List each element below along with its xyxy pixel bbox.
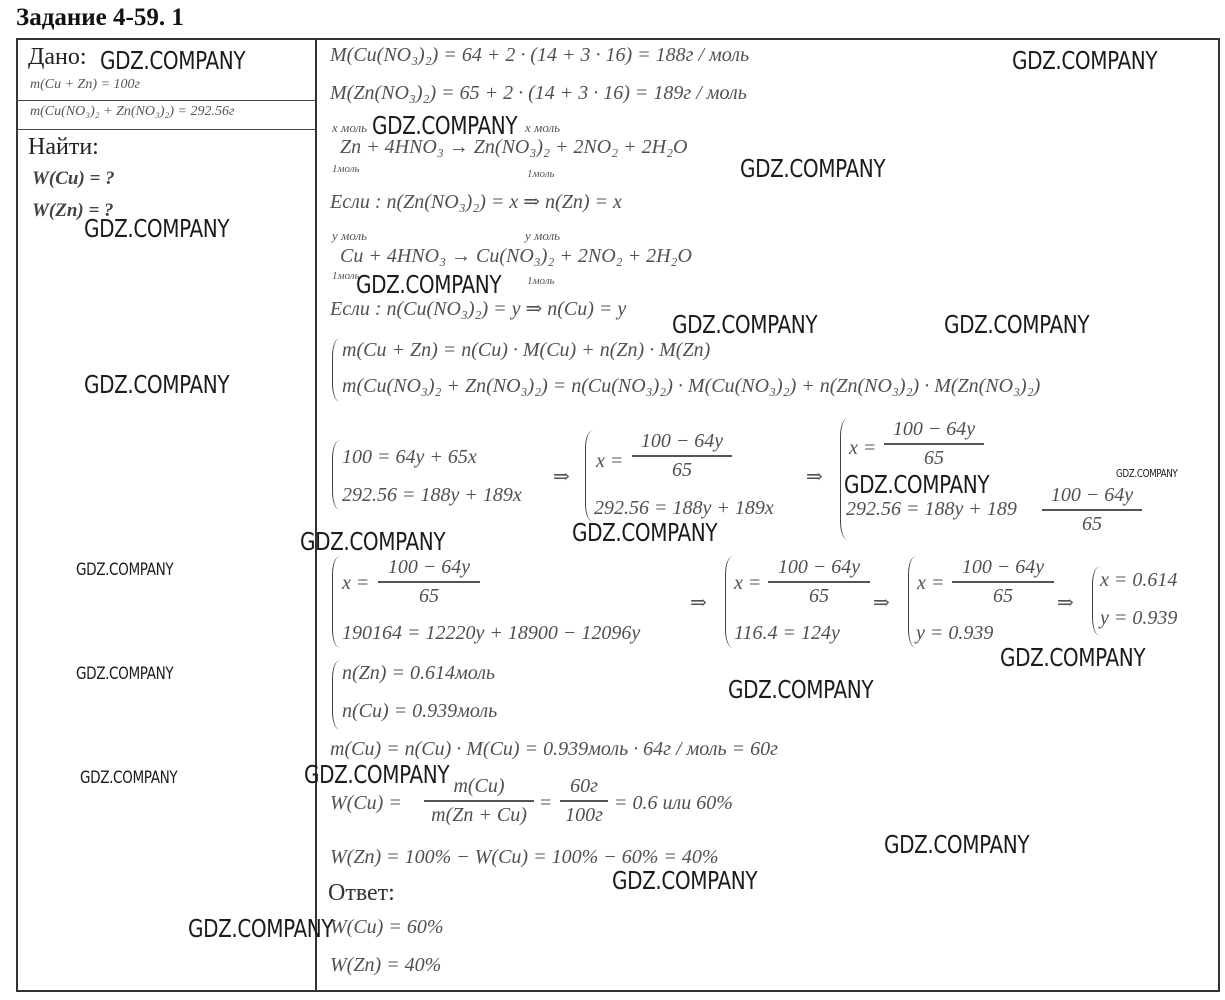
system2-eq1: 100 = 64y + 65x [342, 446, 477, 468]
system3-fraction [632, 430, 732, 482]
if-zn: Если : n(Zn(NO₃)₂) = x ⇒ n(Zn) = x [330, 191, 622, 213]
system5-x-eq: x = [342, 572, 370, 594]
watermark: GDZ.COMPANY [80, 768, 178, 788]
given-mass-mixture: m(Cu + Zn) = 100г [30, 77, 140, 92]
system3-fraction-denominator: 65 [672, 458, 692, 481]
system7-fraction: 100 − 64y 65 [952, 556, 1054, 608]
system2-eq2: 292.56 = 188y + 189x [342, 484, 522, 506]
moles-zn: n(Zn) = 0.614моль [342, 662, 496, 684]
watermark: GDZ.COMPANY [1000, 643, 1146, 672]
watermark: GDZ.COMPANY [612, 866, 758, 895]
system5-fraction: 100 − 64y 65 [378, 556, 480, 608]
system8-y: y = 0.939 [1100, 607, 1178, 629]
given-mass-nitrates: m(Cu(NO₃)₂ + Zn(NO₃)₂) = 292.56г [30, 104, 235, 119]
system6-x-eq: x = [734, 572, 762, 594]
system2-brace [332, 440, 341, 510]
column-divider [315, 38, 317, 992]
watermark: GDZ.COMPANY [572, 518, 718, 547]
w-cu-eq: = [540, 792, 552, 814]
reaction2-top-left: y моль [332, 228, 368, 243]
watermark: GDZ.COMPANY [740, 154, 886, 183]
system4-x-eq: x = [849, 437, 877, 459]
system3-brace [585, 430, 594, 522]
moles-cu: n(Cu) = 0.939моль [342, 700, 498, 722]
w-cu-label: W(Cu) = [330, 792, 402, 814]
system4-eq2: 292.56 = 188y + 189 [846, 498, 1017, 520]
implies-arrow-2: ⇒ [806, 466, 823, 488]
if-cu: Если : n(Cu(NO₃)₂) = y ⇒ n(Cu) = y [330, 298, 627, 320]
reaction1-top-left: x моль [332, 120, 368, 135]
w-cu-fraction-2: 60г 100г [560, 775, 608, 827]
reaction2-top-right: y моль [525, 228, 561, 243]
molar-mass-zn-nitrate: M(Zn(NO₃)₂) = 65 + 2 · (14 + 3 · 16) = 189г / моль [330, 82, 747, 104]
watermark: GDZ.COMPANY [1012, 46, 1158, 75]
implies-arrow-4: ⇒ [873, 592, 890, 614]
system4-fraction-top: 100 − 64y 65 [884, 418, 984, 470]
find-w-zn: W(Zn) = ? [32, 200, 114, 221]
find-w-cu: W(Cu) = ? [32, 168, 115, 189]
system6-eq2: 116.4 = 124y [734, 622, 840, 644]
mass-cu: m(Cu) = n(Cu) · M(Cu) = 0.939моль · 64г / моль = 60г [330, 738, 778, 760]
system5-eq2: 190164 = 12220y + 18900 − 12096y [342, 622, 641, 644]
system8-x: x = 0.614 [1100, 569, 1178, 591]
answer-w-cu: W(Cu) = 60% [330, 916, 444, 938]
answer-label: Ответ: [328, 880, 395, 906]
find-divider [16, 129, 316, 130]
watermark: GDZ.COMPANY [84, 214, 230, 243]
watermark: GDZ.COMPANY [300, 527, 446, 556]
reaction2-bottom-left: 1моль [332, 270, 360, 282]
implies-arrow-1: ⇒ [553, 466, 570, 488]
w-cu-result: = 0.6 или 60% [614, 792, 733, 814]
w-zn-calc: W(Zn) = 100% − W(Cu) = 100% − 60% = 40% [330, 846, 719, 868]
reaction-cu: Cu + 4HNO₃ → Cu(NO₃)₂ + 2NO₂ + 2H₂O [340, 245, 692, 267]
system3-eq2: 292.56 = 188y + 189x [594, 497, 774, 519]
watermark: GDZ.COMPANY [84, 370, 230, 399]
given-divider [16, 100, 316, 101]
watermark: GDZ.COMPANY [76, 560, 174, 580]
system3-x-eq: x = [596, 450, 624, 472]
implies-arrow-3: ⇒ [690, 592, 707, 614]
answer-w-zn: W(Zn) = 40% [330, 954, 442, 976]
watermark: GDZ.COMPANY [356, 270, 502, 299]
watermark: GDZ.COMPANY [76, 664, 174, 684]
system6-fraction: 100 − 64y 65 [768, 556, 870, 608]
reaction2-bottom-right: 1моль [527, 275, 555, 287]
system6-brace [725, 556, 734, 648]
watermark: GDZ.COMPANY [884, 830, 1030, 859]
w-cu-fraction-1: m(Cu) m(Zn + Cu) [424, 775, 534, 827]
system1-eq2: m(Cu(NO₃)₂ + Zn(NO₃)₂) = n(Cu(NO₃)₂) · M(Cu(NO₃)₂) + n(Zn(NO₃)₂) · M(Zn(NO₃)₂) [342, 375, 1041, 397]
moles-brace [332, 660, 341, 730]
watermark: GDZ.COMPANY [188, 914, 334, 943]
watermark: GDZ.COMPANY [672, 310, 818, 339]
given-label: Дано: [28, 44, 87, 70]
watermark: GDZ.COMPANY [844, 470, 990, 499]
watermark: GDZ.COMPANY [304, 760, 450, 789]
molar-mass-cu-nitrate: M(Cu(NO₃)₂) = 64 + 2 · (14 + 3 · 16) = 188г / моль [330, 44, 750, 66]
system7-eq2: y = 0.939 [916, 622, 994, 644]
find-label: Найти: [28, 134, 99, 160]
system4-fraction-bottom: 100 − 64y 65 [1042, 484, 1142, 536]
watermark: GDZ.COMPANY [100, 46, 246, 75]
system1-brace [332, 338, 341, 402]
task-title: Задание 4-59. 1 [16, 4, 184, 31]
reaction1-bottom-left: 1моль [332, 163, 360, 175]
system7-x-eq: x = [917, 572, 945, 594]
implies-arrow-5: ⇒ [1057, 592, 1074, 614]
watermark: GDZ.COMPANY [1116, 467, 1178, 480]
system3-fraction-numerator: 100 − 64y [640, 430, 724, 452]
watermark: GDZ.COMPANY [944, 310, 1090, 339]
reaction-zn: Zn + 4HNO₃ → Zn(NO₃)₂ + 2NO₂ + 2H₂O [340, 136, 688, 158]
system5-brace [332, 556, 341, 648]
watermark: GDZ.COMPANY [728, 675, 874, 704]
reaction1-top-right: x моль [525, 120, 561, 135]
reaction1-bottom-right: 1моль [527, 168, 555, 180]
watermark: GDZ.COMPANY [372, 111, 518, 140]
system1-eq1: m(Cu + Zn) = n(Cu) · M(Cu) + n(Zn) · M(Zn) [342, 339, 711, 361]
